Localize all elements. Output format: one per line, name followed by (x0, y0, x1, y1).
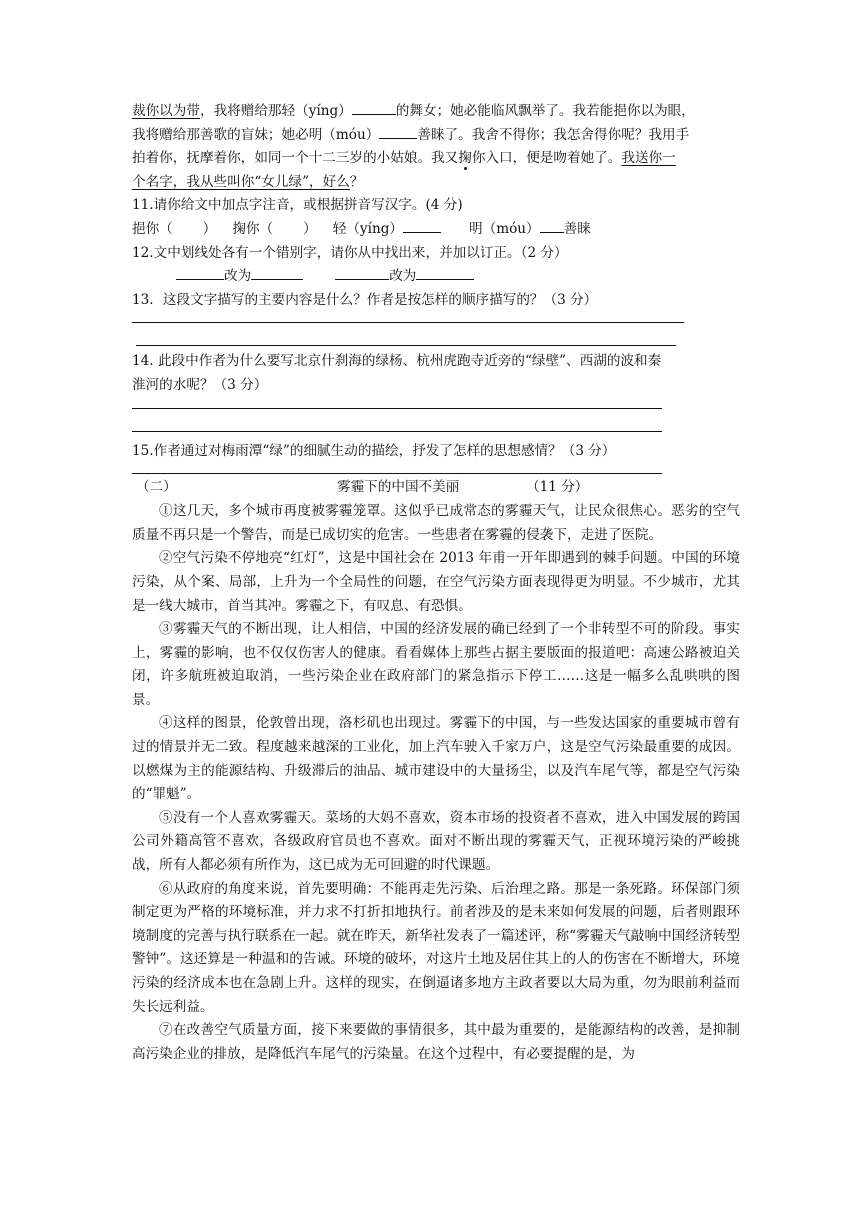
passage-line-1: 裁你以为带，我将赠给那轻（yíng） 的舞女；她必能临风飘举了。我若能挹你以为眼， (132, 103, 695, 119)
question-13: 13．这段文字描写的主要内容是什么？作者是按怎样的顺序描写的？（3 分） (132, 291, 598, 308)
question-14-line-1: 14. 此段中作者为什么要写北京什刹海的绿杨、杭州虎跑寺近旁的“绿壁”、西湖的波和秦 (132, 353, 662, 370)
passage-line-2: 我将赠给那善歌的盲妹；她必明（móu） 善睐了。我舍不得你；我怎舍得你呢？我用手 (132, 126, 690, 143)
passage-line-4: 个名字，我从些叫你“女儿绿”，好么？ (132, 173, 364, 190)
question-14-line-2: 淮河的水呢？（3 分） (132, 376, 268, 393)
answer-blank[interactable] (379, 126, 417, 139)
dotted-character: 掬 (458, 150, 472, 167)
answer-blank[interactable] (176, 267, 224, 280)
passage-line-3: 拍着你，抚摩着你，如同一个十二三岁的小姑娘。我又掬你入口，便是吻着她了。我送你一 (132, 150, 676, 167)
underlined-phrase: 我送你一 (621, 150, 676, 167)
question-12-items: 改为 改为 (132, 265, 740, 289)
answer-blank[interactable] (403, 220, 441, 233)
answer-blank[interactable] (352, 102, 396, 115)
question-12: 12.文中划线处各有一个错别字，请你从中找出来，并加以订正。（2 分） (132, 244, 568, 261)
article-paragraph-2: ②空气污染不停地亮“红灯”，这是中国社会在 2013 年甫一开年即遇到的棘手问题。中国的环境污染，从个案、局部，上升为一个全局性的问题，在空气污染方面表现得更为明显。不少城市，尤其是一线大城市，首当其冲。雾霾之下，有叹息、有恐惧。 (132, 550, 740, 614)
article-paragraph-6: ⑥从政府的角度来说，首先要明确：不能再走先污染、后治理之路。那是一条死路。环保部门须制定更为严格的环境标准，并力求不打折扣地执行。前者涉及的是未来如何发展的问题，后者则跟环境制度的完善与执行联系在一起。就在昨天，新华社发表了一篇述评，称“雾霾天气敲响中国经济转型警钟”。这还算是一种温和的告诫。环境的破坏，对这片土地及居住其上的人的伤害在不断增大，环境污染的经济成本也在急剧上升。这样的现实，在倒逼诸多地方主政者要以大局为重，勿为眼前利益而失长远利益。 (132, 880, 740, 1015)
article-title: 雾霾下的中国不美丽 (337, 479, 460, 496)
section-score: （11 分） (526, 479, 589, 496)
section-2-header (132, 476, 740, 500)
answer-blank[interactable] (251, 267, 303, 280)
underlined-phrase: 个名字，我从些叫你“女儿绿”，好么 (132, 173, 350, 190)
article-paragraph-5: ⑤没有一个人喜欢雾霾天。菜场的大妈不喜欢，资本市场的投资者不喜欢，进入中国发展的跨国公司外籍高管不喜欢，各级政府官员也不喜欢。面对不断出现的雾霾天气，正视环境污染的严峻挑战，所有人都必须有所作为，这已成为无可回避的时代课题。 (132, 809, 740, 874)
section-label: （二） (136, 479, 177, 496)
article-paragraph-4: ④这样的图景，伦敦曾出现，洛杉矶也出现过。雾霾下的中国，与一些发达国家的重要城市曾有过的情景并无二致。程度越来越深的工业化，加上汽车驶入千家万户，这是空气污染最重要的成因。以燃煤为主的能源结构、升级滞后的油品、城市建设中的大量扬尘，以及汽车尾气等，都是空气污染的“罪魁”。 (132, 715, 740, 803)
answer-blank[interactable] (416, 267, 474, 280)
question-11: 11.请你给文中加点字注音，或根据拼音写汉字。(4 分) (132, 197, 463, 214)
answer-blank[interactable] (335, 267, 389, 280)
article-paragraph-3: ③雾霾天气的不断出现，让人相信，中国的经济发展的确已经到了一个非转型不可的阶段。事实上，雾霾的影响，也不仅仅伤害人的健康。看看媒体上那些占据主要版面的报道吧：高速公路被迫关闭，许多航班被迫取消，一些污染企业在政府部门的紧急指示下停工……这是一幅多么乱哄哄的图景。 (132, 621, 740, 708)
exam-page (132, 100, 740, 1066)
underlined-phrase: 裁你以为带 (132, 103, 200, 119)
question-11-items: 挹你（ ） 掬你（ ） 轻（yíng） 明（móu） 善睐 (132, 220, 591, 237)
article-paragraph-7: ⑦在改善空气质量方面，接下来要做的事情很多，其中最为重要的，是能源结构的改善，是抑制高污染企业的排放，是降低汽车尾气的污染量。在这个过程中，有必要提醒的是，为 (132, 1022, 740, 1062)
article-paragraph-1: ①这几天，多个城市再度被雾霾笼罩。这似乎已成常态的雾霾天气，让民众很焦心。恶劣的空气质量不再只是一个警告，而是已成切实的危害。一些患者在雾霾的侵袭下，走进了医院。 (132, 503, 740, 543)
answer-blank[interactable] (540, 220, 564, 233)
question-15: 15.作者通过对梅雨潭“绿”的细腻生动的描绘，抒发了怎样的思想感情？（3 分） (132, 442, 616, 459)
